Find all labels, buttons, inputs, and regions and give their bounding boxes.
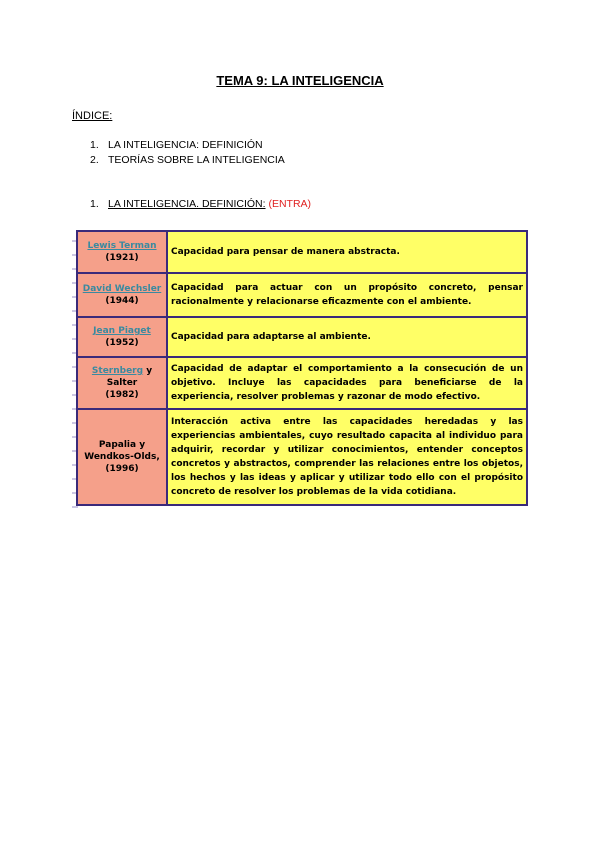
definition-cell: Capacidad para actuar con un propósito concreto, pensar racionalmente y relacionarse eficazmente con el ambiente. [167, 273, 527, 317]
author-year: (1944) [105, 296, 139, 306]
index-item-number: 1. [90, 139, 99, 151]
definition-cell: Capacidad de adaptar el comportamiento a la consecución de un objetivo. Incluye las capacidades para beneficiarse de la experiencia, resolver problemas y razonar de modo efectivo. [167, 357, 527, 409]
author-link[interactable]: David Wechsler [82, 284, 162, 294]
definition-cell: Interacción activa entre las capacidades heredadas y las experiencias ambientales, cuyo resultado capacita al individuo para adquirir, recordar y utilizar conocimientos, entender conceptos concretos y abstractos, comprender las relaciones entre los objetos, los hechos y las ideas y aplicar y utilizar todo ello con el propósito concreto de resolver los problemas de la vida cotidiana. [167, 409, 527, 505]
author-year: (1952) [105, 338, 139, 348]
author-cell [77, 317, 167, 357]
author-link[interactable]: Sternberg [91, 366, 144, 376]
document-title: TEMA 9: LA INTELIGENCIA [216, 73, 384, 88]
section-heading [90, 198, 311, 210]
author-cell [77, 409, 167, 505]
index-item-label: LA INTELIGENCIA: DEFINICIÓN [108, 139, 263, 151]
section-title: LA INTELIGENCIA. DEFINICIÓN: [108, 198, 266, 210]
index-item [90, 138, 285, 153]
section-number: 1. [90, 198, 99, 210]
definition-cell: Capacidad para adaptarse al ambiente. [167, 317, 527, 357]
table-row [77, 231, 527, 273]
author-year: (1996) [105, 464, 139, 474]
author-year: (1982) [105, 390, 139, 400]
author-link[interactable]: Jean Piaget [93, 326, 151, 336]
definitions-table [76, 230, 528, 506]
section-note: (ENTRA) [268, 198, 312, 210]
table-row [77, 409, 527, 505]
index-list [90, 138, 285, 168]
table-row [77, 317, 527, 357]
author-cell [77, 357, 167, 409]
index-item [90, 153, 285, 168]
table-row [77, 273, 527, 317]
author-year: (1921) [105, 253, 139, 263]
index-heading: ÍNDICE: [72, 110, 113, 122]
table-row [77, 357, 527, 409]
index-item-label: TEORÍAS SOBRE LA INTELIGENCIA [108, 154, 285, 166]
author-extra: Papalia y Wendkos-Olds, [84, 440, 160, 462]
author-cell [77, 231, 167, 273]
author-cell [77, 273, 167, 317]
author-link[interactable]: Lewis Terman [87, 241, 157, 251]
definition-cell: Capacidad para pensar de manera abstracta. [167, 231, 527, 273]
index-item-number: 2. [90, 154, 99, 166]
author-extra: y Salter [106, 366, 153, 388]
